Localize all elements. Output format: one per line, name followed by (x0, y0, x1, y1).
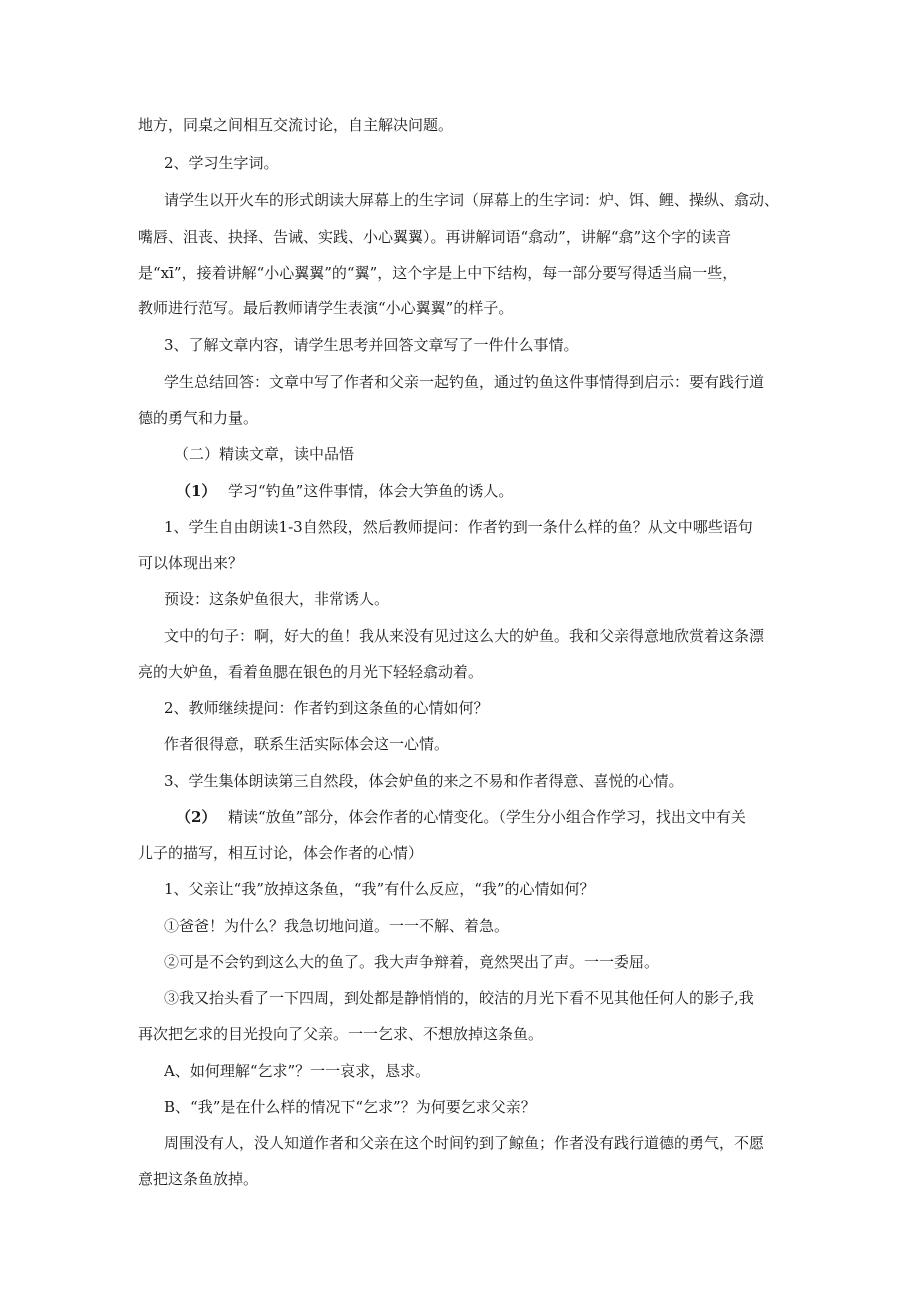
text-line: 学生总结回答：文章中写了作者和父亲一起钓鱼，通过钓鱼这件事情得到启示：要有践行道 (164, 373, 765, 391)
text-line: 亮的大妒鱼，看着鱼腮在银色的月光下轻轻翕动着。 (138, 663, 484, 681)
subsection-title: 学习“钓鱼”这件事情，体会大笋鱼的诱人。 (228, 482, 514, 500)
text-line: 再次把乞求的目光投向了父亲。一一乞求、不想放掉这条鱼。 (138, 1025, 544, 1043)
text-line: 文中的句子：啊，好大的鱼！我从来没有见过这么大的妒鱼。我和父亲得意地欣赏着这条漂 (164, 627, 765, 645)
text-line: 意把这条鱼放掉。 (138, 1170, 259, 1188)
subsection-number: （1） (176, 482, 217, 500)
text-line: ③我又抬头看了一下四周，到处都是静悄悄的，皎洁的月光下看不见其他任何人的影子,我 (164, 989, 754, 1007)
subsection-title: 精读“放鱼”部分，体会作者的心情变化。（学生分小组合作学习，找出文中有关 (228, 808, 746, 826)
text-line: 请学生以开火车的形式朗读大屏幕上的生字词（屏幕上的生字词：炉、饵、鲤、操纵、翕动、 (164, 191, 780, 209)
text-line: 德的勇气和力量。 (138, 409, 259, 427)
text-line: 1、父亲让“我”放掉这条鱼，“我”有什么反应，“我”的心情如何？ (164, 880, 595, 898)
text-line: 地方，同桌之间相互交流讨论，自主解决问题。 (138, 116, 454, 134)
text-line: 预设：这条妒鱼很大，非常诱人。 (164, 590, 390, 608)
text-line: B、“我”是在什么样的情况下“乞求”？为何要乞求父亲？ (164, 1098, 536, 1116)
text-line: 嘴唇、沮丧、抉择、告诫、实践、小心翼翼）。再讲解词语“翕动”，讲解“翕”这个字的读音 (138, 228, 732, 246)
text-line: ②可是不会钓到这么大的鱼了。我大声争辩着，竟然哭出了声。一一委屈。 (164, 953, 660, 971)
subsection-number: （2） (176, 808, 217, 826)
text-line: 3、学生集体朗读第三自然段，体会妒鱼的来之不易和作者得意、喜悦的心情。 (164, 772, 684, 790)
text-line: 儿子的描写，相互讨论，体会作者的心情） (138, 844, 424, 862)
text-line: A、如何理解“乞求”？一一哀求，恳求。 (164, 1062, 431, 1080)
text-line: 2、学习生字词。 (164, 154, 279, 172)
text-line: 周围没有人，没人知道作者和父亲在这个时间钓到了鲸鱼；作者没有践行道德的勇气，不愿 (164, 1134, 765, 1152)
text-line: 是“xī”，接着讲解“小心翼翼”的“翼”，这个字是上中下结构，每一部分要写得适当扁一些， (138, 264, 738, 282)
text-line: 3、了解文章内容，请学生思考并回答文章写了一件什么事情。 (164, 336, 579, 354)
text-line: 2、教师继续提问：作者钓到这条鱼的心情如何？ (164, 699, 489, 717)
text-line: ①爸爸！为什么？我急切地问道。一一不解、着急。 (164, 917, 510, 935)
text-line: 可以体现出来？ (138, 554, 244, 572)
text-line: 1、学生自由朗读1-3自然段，然后教师提问：作者钓到一条什么样的鱼？从文中哪些语句 (164, 518, 753, 536)
text-line: 作者很得意，联系生活实际体会这一心情。 (164, 735, 450, 753)
section-heading: （二）精读文章，读中品悟 (174, 445, 355, 463)
text-line: 教师进行范写。最后教师请学生表演“小心翼翼”的样子。 (138, 299, 514, 317)
